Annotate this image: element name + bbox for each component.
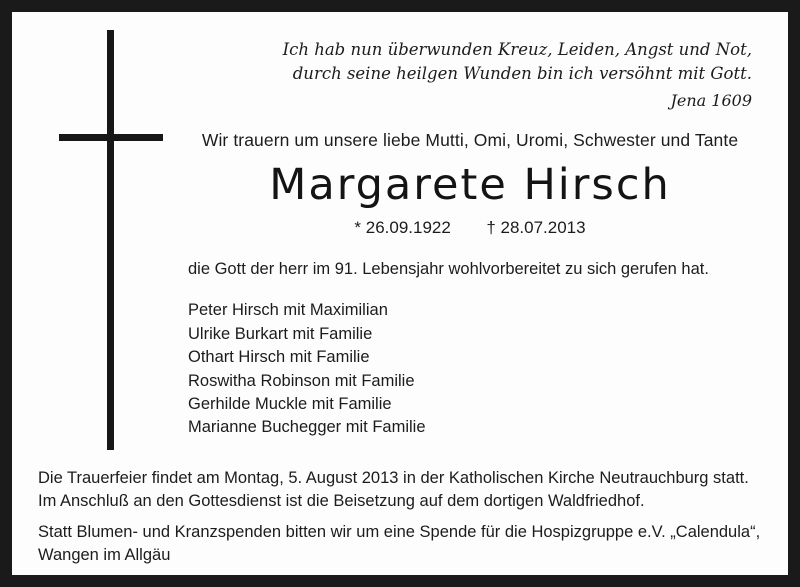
verse-block <box>188 38 752 112</box>
death-date: † 28.07.2013 <box>486 218 586 238</box>
service-details <box>38 467 762 567</box>
mourning-intro: Wir trauern um unsere liebe Mutti, Omi, Uromi, Schwester und Tante <box>201 130 739 151</box>
list-item: Peter Hirsch mit Maximilian <box>188 301 388 320</box>
list-item: Ulrike Burkart mit Familie <box>188 324 373 343</box>
verse-source: Jena 1609 <box>670 90 752 110</box>
deceased-name: Margarete Hirsch <box>269 160 671 211</box>
cross-horizontal-bar <box>59 134 163 141</box>
list-item: Roswitha Robinson mit Familie <box>188 371 415 390</box>
list-item: Marianne Buchegger mit Familie <box>188 418 426 437</box>
birth-date: * 26.09.1922 <box>354 218 451 238</box>
verse-line-1: Ich hab nun überwunden Kreuz, Leiden, Angst und Not, <box>282 40 752 59</box>
list-item: Gerhilde Muckle mit Familie <box>188 394 392 413</box>
life-dates <box>188 218 752 238</box>
obituary-inner <box>12 12 788 575</box>
cross-icon <box>54 30 164 450</box>
list-item: Othart Hirsch mit Familie <box>188 348 370 367</box>
death-note: die Gott der herr im 91. Lebensjahr wohlvorbereitet zu sich gerufen hat. <box>188 260 709 279</box>
funeral-service-text: Die Trauerfeier findet am Montag, 5. August 2013 in der Katholischen Kirche Neutrauchburg statt. Im Anschluß an den Gottesdienst ist die Beisetzung auf dem dortigen Waldfriedhof. <box>38 468 749 510</box>
obituary-content <box>188 38 752 440</box>
verse-line-2: durch seine heilgen Wunden bin ich versöhnt mit Gott. <box>292 63 752 83</box>
family-list <box>188 299 752 440</box>
cross-vertical-bar <box>107 30 114 450</box>
donation-request-text: Statt Blumen- und Kranzspenden bitten wir um eine Spende für die Hospizgruppe e.V. „Calendula“, Wangen im Allgäu <box>38 523 761 565</box>
